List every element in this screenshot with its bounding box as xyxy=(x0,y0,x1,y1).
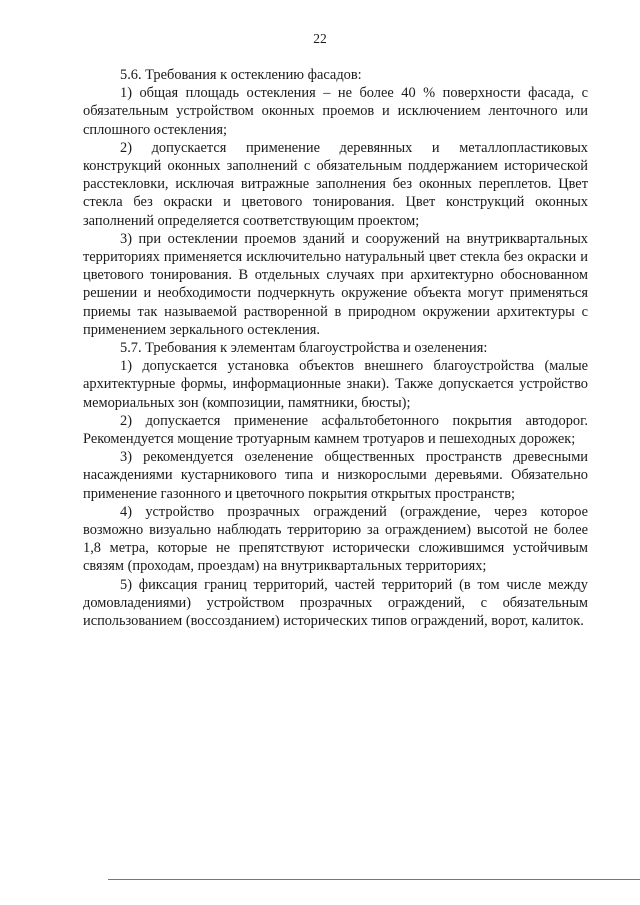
section-5-7-item-4: 4) устройство прозрачных ограждений (ограждение, через которое возможно визуально наблюдать территорию за ограждением) высотой не более 1,8 метра, которые не препятствуют исторически сложившимся устойчивым связям (проходам, проездам) на внутриквартальных территориях; xyxy=(83,503,588,575)
page-number: 22 xyxy=(313,31,327,46)
section-5-6-item-2: 2) допускается применение деревянных и металлопластиковых конструкций оконных заполнений с обязательным поддержанием исторической расстекловки, исключая витражные заполнения без оконных переплетов. Цвет стекла без окраски и цветового тонирования. Цвет конструкций оконных заполнений определяется соответствующим проектом; xyxy=(83,139,588,229)
section-5-6-heading: 5.6. Требования к остеклению фасадов: xyxy=(120,67,362,83)
section-5-6-item-1: 1) общая площадь остекления – не более 40 % поверхности фасада, с обязательным устройством оконных проемов и исключением ленточного или сплошного остекления; xyxy=(83,85,588,138)
document-body xyxy=(83,66,588,630)
section-5-7-item-3: 3) рекомендуется озеленение общественных пространств древесными насаждениями кустарникового типа и низкорослыми деревьями. Обязательно применение газонного и цветочного покрытия открытых пространств; xyxy=(83,449,588,502)
section-5-7-heading: 5.7. Требования к элементам благоустройства и озеленения: xyxy=(120,340,488,357)
bottom-scan-line xyxy=(108,879,640,880)
section-5-7-item-1: 1) допускается установка объектов внешнего благоустройства (малые архитектурные формы, информационные знаки). Также допускается устройство мемориальных зон (композиции, памятники, бюсты); xyxy=(83,358,588,411)
section-5-7-item-2: 2) допускается применение асфальтобетонного покрытия автодорог. Рекомендуется мощение тротуарным камнем тротуаров и пешеходных дорожек; xyxy=(83,412,588,448)
section-5-7-item-5: 5) фиксация границ территорий, частей территорий (в том числе между домовладениями) устройством прозрачных ограждений, с обязательным использованием (воссозданием) исторических типов ограждений, ворот, калиток. xyxy=(83,576,588,630)
section-5-6-item-3: 3) при остеклении проемов зданий и сооружений на внутриквартальных территориях применяется исключительно натуральный цвет стекла без окраски и цветового тонирования. В отдельных случаях при архитектурно обоснованном решении и необходимости подчеркнуть окружение объекта могут применяться приемы так называемой растворенной в природном окружении архитектуры с применением зеркального остекления. xyxy=(83,230,588,338)
